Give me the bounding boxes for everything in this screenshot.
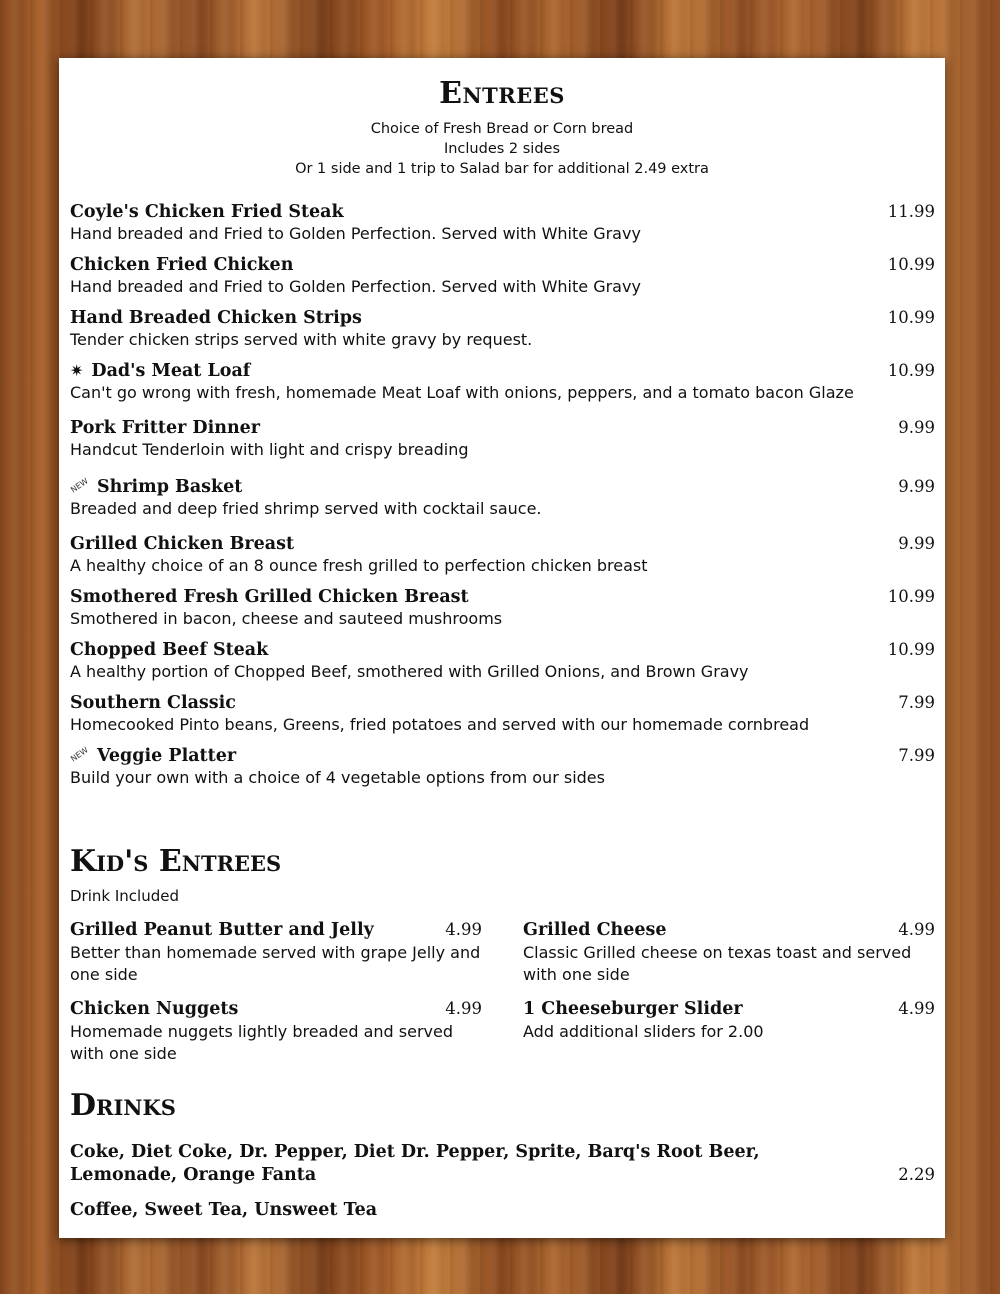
menu-page [59, 58, 945, 1238]
item-description: Add additional sliders for 2.00 [523, 1022, 764, 1041]
drinks-title: Drinks [70, 1088, 176, 1123]
item-name: Coyle's Chicken Fried Steak [70, 202, 344, 222]
entree-item [70, 202, 935, 243]
item-price: 9.99 [898, 418, 935, 437]
item-description: Classic Grilled cheese on texas toast and served with one side [523, 943, 912, 984]
item-price: 11.99 [887, 202, 935, 221]
entree-item [70, 361, 935, 402]
item-name: Pork Fritter Dinner [70, 418, 261, 438]
item-description: Homecooked Pinto beans, Greens, fried potatoes and served with our homemade cornbread [70, 715, 810, 734]
item-description: A healthy portion of Chopped Beef, smothered with Grilled Onions, and Brown Gravy [70, 662, 749, 681]
drinks-sodas: Coke, Diet Coke, Dr. Pepper, Diet Dr. Pepper, Sprite, Barq's Root Beer, Lemonade, Orange Fanta [70, 1142, 760, 1185]
item-name: Smothered Fresh Grilled Chicken Breast [70, 587, 469, 607]
kids-title: Kid's Entrees [70, 844, 282, 879]
item-name: Chopped Beef Steak [70, 640, 269, 660]
item-price: 4.99 [898, 999, 935, 1018]
intro-line: Includes 2 sides [443, 141, 561, 157]
item-name: Grilled Peanut Butter and Jelly [70, 920, 374, 940]
item-name: Grilled Chicken Breast [70, 534, 295, 554]
kids-item [523, 999, 935, 1043]
item-description: Better than homemade served with grape Jelly and one side [70, 943, 481, 984]
entree-item [70, 534, 935, 575]
item-name: Shrimp Basket [96, 477, 243, 497]
item-description: A healthy choice of an 8 ounce fresh grilled to perfection chicken breast [70, 556, 648, 575]
entrees-title: Entrees [439, 76, 565, 111]
star-burst-icon: ✷ [70, 361, 84, 380]
entree-item [70, 746, 935, 787]
entree-item [70, 255, 935, 296]
item-price: 4.99 [898, 920, 935, 939]
entree-item [70, 693, 935, 734]
item-name: 1 Cheeseburger Slider [523, 999, 743, 1019]
item-name: Grilled Cheese [523, 920, 667, 940]
drinks-other: Coffee, Sweet Tea, Unsweet Tea [70, 1200, 378, 1220]
item-price: 4.99 [445, 920, 482, 939]
new-badge: NEW [69, 745, 90, 764]
entree-item [70, 418, 935, 459]
entree-item [70, 477, 935, 518]
item-description: Can't go wrong with fresh, homemade Meat Loaf with onions, peppers, and a tomato bacon Glaze [70, 383, 854, 402]
kids-item [523, 920, 935, 986]
item-name: Chicken Nuggets [70, 999, 239, 1019]
entree-item [70, 640, 935, 681]
kids-item [70, 920, 482, 986]
item-price: 10.99 [887, 255, 935, 274]
item-description: Build your own with a choice of 4 vegetable options from our sides [70, 768, 605, 787]
item-description: Smothered in bacon, cheese and sauteed mushrooms [70, 609, 503, 628]
item-name: Hand Breaded Chicken Strips [70, 308, 362, 328]
item-description: Hand breaded and Fried to Golden Perfection. Served with White Gravy [70, 224, 641, 243]
item-price: 10.99 [887, 640, 935, 659]
item-price: 7.99 [898, 746, 935, 765]
item-description: Tender chicken strips served with white gravy by request. [70, 330, 533, 349]
new-badge: NEW [69, 476, 90, 495]
entree-item [70, 587, 935, 628]
intro-line: Choice of Fresh Bread or Corn bread [370, 121, 634, 137]
item-price: 9.99 [898, 534, 935, 553]
item-price: 10.99 [887, 587, 935, 606]
item-description: Homemade nuggets lightly breaded and served with one side [70, 1022, 454, 1063]
entrees-intro [59, 119, 945, 179]
item-price: 10.99 [887, 308, 935, 327]
entree-item [70, 308, 935, 349]
item-price: 10.99 [887, 361, 935, 380]
item-description: Handcut Tenderloin with light and crispy breading [70, 440, 469, 459]
kids-note: Drink Included [70, 887, 179, 905]
intro-line: Or 1 side and 1 trip to Salad bar for additional 2.49 extra [295, 161, 709, 177]
drinks-price: 2.29 [898, 1165, 935, 1184]
item-name: Chicken Fried Chicken [70, 255, 294, 275]
item-name: Dad's Meat Loaf [91, 361, 251, 381]
item-description: Breaded and deep fried shrimp served with cocktail sauce. [70, 499, 542, 518]
kids-item [70, 999, 482, 1065]
item-price: 4.99 [445, 999, 482, 1018]
item-price: 9.99 [898, 477, 935, 496]
item-name: Southern Classic [70, 693, 236, 713]
item-name: Veggie Platter [96, 746, 237, 766]
item-price: 7.99 [898, 693, 935, 712]
item-description: Hand breaded and Fried to Golden Perfection. Served with White Gravy [70, 277, 641, 296]
